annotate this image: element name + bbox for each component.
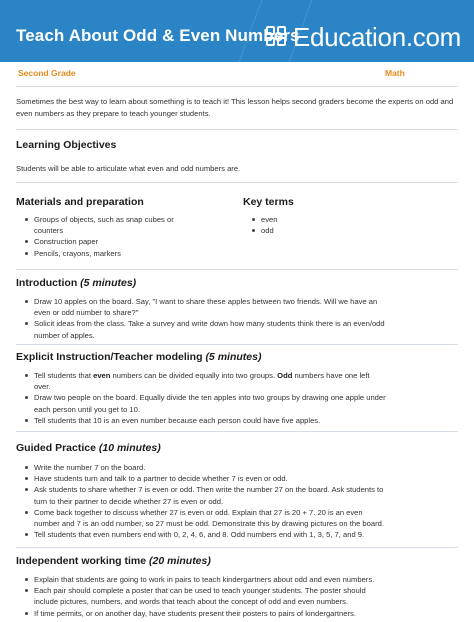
introduction-list: [18, 296, 458, 341]
grid-logo-icon: [265, 25, 289, 49]
education-logo[interactable]: [265, 22, 461, 52]
independent-working-list: [18, 574, 458, 619]
list-item: Ask students to share whether 7 is even or odd. Then write the number 27 on the board. Ask students to turn to their partner to decide whether 27 is even or odd.: [18, 484, 458, 506]
explicit-instruction-heading: Explicit Instruction/Teacher modeling (5 minutes): [16, 351, 262, 363]
intro-paragraph: Sometimes the best way to learn about something is to teach it! This lesson helps second graders become the experts on odd and even numbers as they prepare to teach younger students.: [16, 97, 454, 119]
list-item: Tell students that even numbers can be divided equally into two groups. Odd numbers have one left over.: [18, 370, 458, 392]
list-item: Tell students that 10 is an even number because each person could have five apples.: [18, 415, 458, 426]
list-item: odd: [245, 225, 445, 236]
list-item: Explain that students are going to work in pairs to teach kindergartners about odd and even numbers.: [18, 574, 458, 585]
divider: [16, 344, 458, 345]
list-item: Draw 10 apples on the board. Say, "I want to share these apples between two friends. Will we have an even or odd number to share?": [18, 296, 458, 318]
list-item: Write the number 7 on the board.: [18, 462, 458, 473]
divider: [16, 182, 458, 183]
page-header: [0, 0, 474, 62]
list-item: Each pair should complete a poster that can be used to teach younger students. The poster should include pictures, numbers, and words that teach about the concept of odd and even numbers.: [18, 585, 458, 607]
key-terms-heading: Key terms: [243, 196, 294, 208]
learning-objectives-text: Students will be able to articulate what even and odd numbers are.: [16, 164, 241, 173]
page-title: Teach About Odd & Even Numbers: [16, 26, 300, 45]
list-item: even: [245, 214, 445, 225]
learning-objectives-heading: Learning Objectives: [16, 139, 117, 151]
list-item: If time permits, or on another day, have students present their posters to pairs of kindergartners.: [18, 608, 458, 619]
materials-heading: Materials and preparation: [16, 196, 144, 208]
list-item: Solicit ideas from the class. Take a survey and write down how many students think there is an even/odd number of apples.: [18, 318, 458, 340]
list-item: Tell students that even numbers end with 0, 2, 4, 6, and 8. Odd numbers end with 1, 3, 5, 7, and 9.: [18, 529, 458, 540]
divider: [16, 129, 458, 130]
list-item: Groups of objects, such as snap cubes or counters: [18, 214, 228, 236]
explicit-instruction-list: [18, 370, 458, 426]
lesson-meta: [0, 62, 474, 86]
guided-practice-heading: Guided Practice (10 minutes): [16, 442, 161, 454]
list-item: Construction paper: [18, 236, 228, 247]
divider: [16, 86, 458, 87]
key-terms-list: [245, 214, 445, 236]
guided-practice-list: [18, 462, 458, 540]
independent-working-heading: Independent working time (20 minutes): [16, 555, 211, 567]
list-item: Have students turn and talk to a partner to decide whether 7 is even or odd.: [18, 473, 458, 484]
list-item: Come back together to discuss whether 27 is even or odd. Explain that 27 is 20 + 7. 20 is an even number and 7 is an odd number, so 27 must be odd. Demonstrate this by drawing pictures on the board.: [18, 507, 458, 529]
list-item: Pencils, crayons, markers: [18, 248, 228, 259]
divider: [16, 431, 458, 432]
list-item: Draw two people on the board. Equally divide the ten apples into two groups by drawing one apple under each person until you get to 10.: [18, 392, 458, 414]
introduction-heading: Introduction (5 minutes): [16, 277, 137, 289]
materials-list: [18, 214, 228, 259]
divider: [16, 269, 458, 270]
logo-text: Education.com: [292, 21, 461, 52]
divider: [16, 547, 458, 548]
subject-label: Math: [385, 68, 405, 78]
grade-label: Second Grade: [18, 68, 76, 78]
